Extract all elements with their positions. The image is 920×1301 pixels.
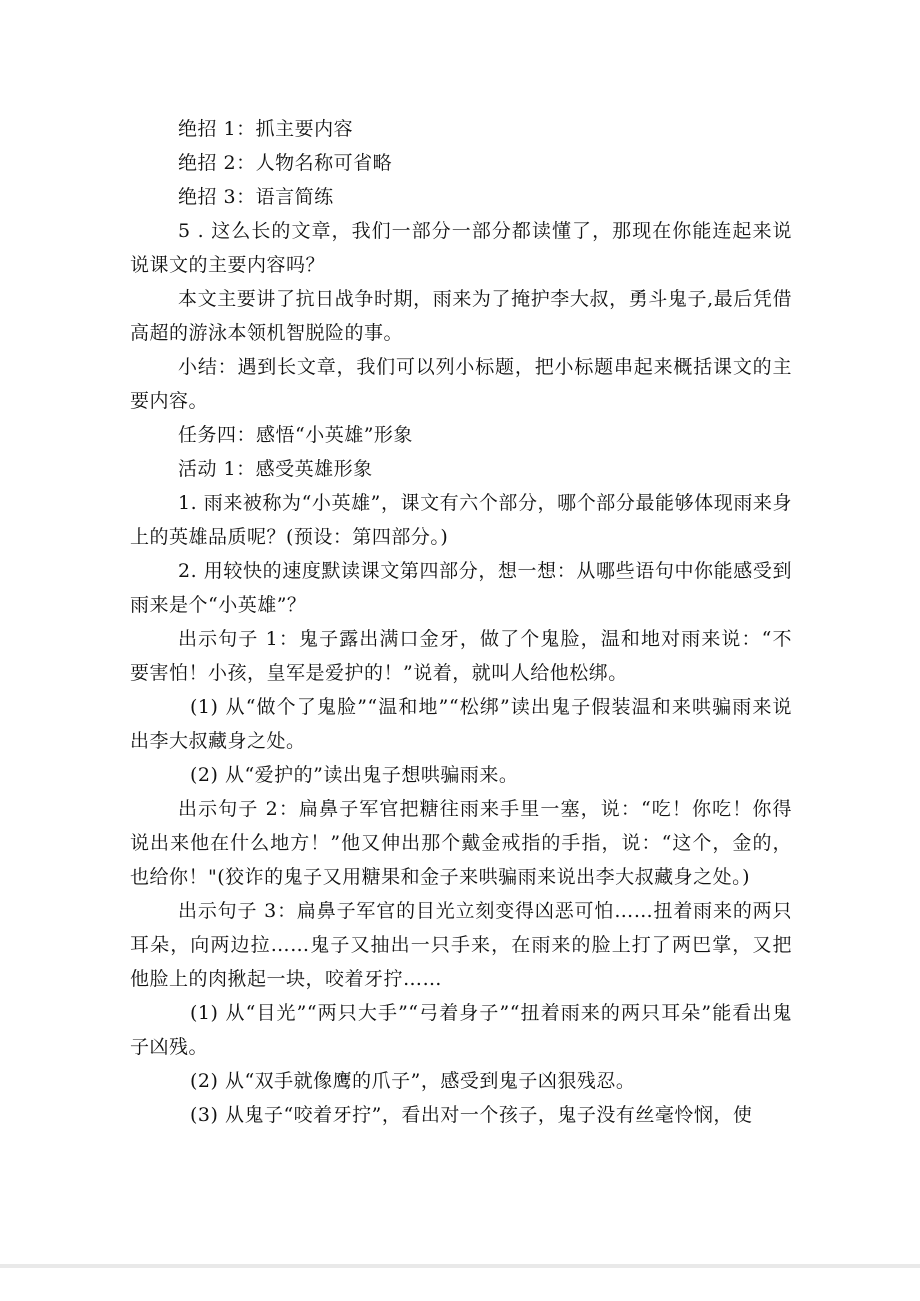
- paragraph-trick-2: 绝招 2：人物名称可省略: [178, 152, 393, 174]
- paragraph-summary: 小结：遇到长文章，我们可以列小标题，把小标题串起来概括课文的主要内容。: [130, 356, 792, 412]
- paragraph-sentence-3: 出示句子 3：扁鼻子军官的目光立刻变得凶恶可怕……扭着雨来的两只耳朵，向两边拉……鬼子又抽出一只手来，在雨来的脸上打了两巴掌，又把他脸上的肉揪起一块，咬着牙拧……: [130, 900, 792, 990]
- paragraph-sentence-1: 出示句子 1：鬼子露出满口金牙，做了个鬼脸，温和地对雨来说：“不要害怕！小孩，皇军是爱护的！”说着，就叫人给他松绑。: [130, 628, 792, 684]
- paragraph-sentence-1-note-2: (2) 从“爱护的”读出鬼子想哄骗雨来。: [190, 764, 519, 786]
- paragraph-sentence-2: 出示句子 2：扁鼻子军官把糖往雨来手里一塞，说：“吃！你吃！你得说出来他在什么地方！”他又伸出那个戴金戒指的手指，说：“这个，金的，也给你！"(狡诈的鬼子又用糖果和金子来哄骗雨来说出李大叔藏身之处。): [130, 798, 792, 888]
- paragraph-activity-1: 活动 1：感受英雄形象: [178, 458, 373, 480]
- paragraph-sentence-3-note-1: (1) 从“目光”“两只大手”“弓着身子”“扭着雨来的两只耳朵”能看出鬼子凶残。: [130, 1002, 792, 1058]
- paragraph-trick-3: 绝招 3：语言简练: [178, 186, 334, 208]
- paragraph-sentence-3-note-3: (3) 从鬼子“咬着牙拧”，看出对一个孩子，鬼子没有丝毫怜悯，使: [190, 1104, 753, 1126]
- paragraph-sentence-1-note-1: (1) 从“做个了鬼脸”“温和地”“松绑”读出鬼子假装温和来哄骗雨来说出李大叔藏身之处。: [130, 696, 792, 752]
- document-body: [130, 112, 792, 1132]
- paragraph-item-1: 1. 雨来被称为“小英雄”，课文有六个部分，哪个部分最能够体现雨来身上的英雄品质呢？(预设：第四部分。): [130, 492, 792, 548]
- paragraph-item-2: 2. 用较快的速度默读课文第四部分，想一想：从哪些语句中你能感受到雨来是个“小英雄”？: [130, 560, 792, 616]
- paragraph-trick-1: 绝招 1：抓主要内容: [178, 118, 354, 140]
- paragraph-sentence-3-note-2: (2) 从“双手就像鹰的爪子”，感受到鬼子凶狠残忍。: [190, 1070, 636, 1092]
- paragraph-question-5: 5 . 这么长的文章，我们一部分一部分都读懂了，那现在你能连起来说说课文的主要内容吗？: [130, 220, 792, 276]
- paragraph-main-content: 本文主要讲了抗日战争时期，雨来为了掩护李大叔，勇斗鬼子,最后凭借高超的游泳本领机智脱险的事。: [130, 288, 792, 344]
- paragraph-task-4: 任务四：感悟“小英雄”形象: [178, 424, 413, 446]
- page-footer-band: [0, 1244, 920, 1301]
- footer-divider: [0, 1264, 920, 1268]
